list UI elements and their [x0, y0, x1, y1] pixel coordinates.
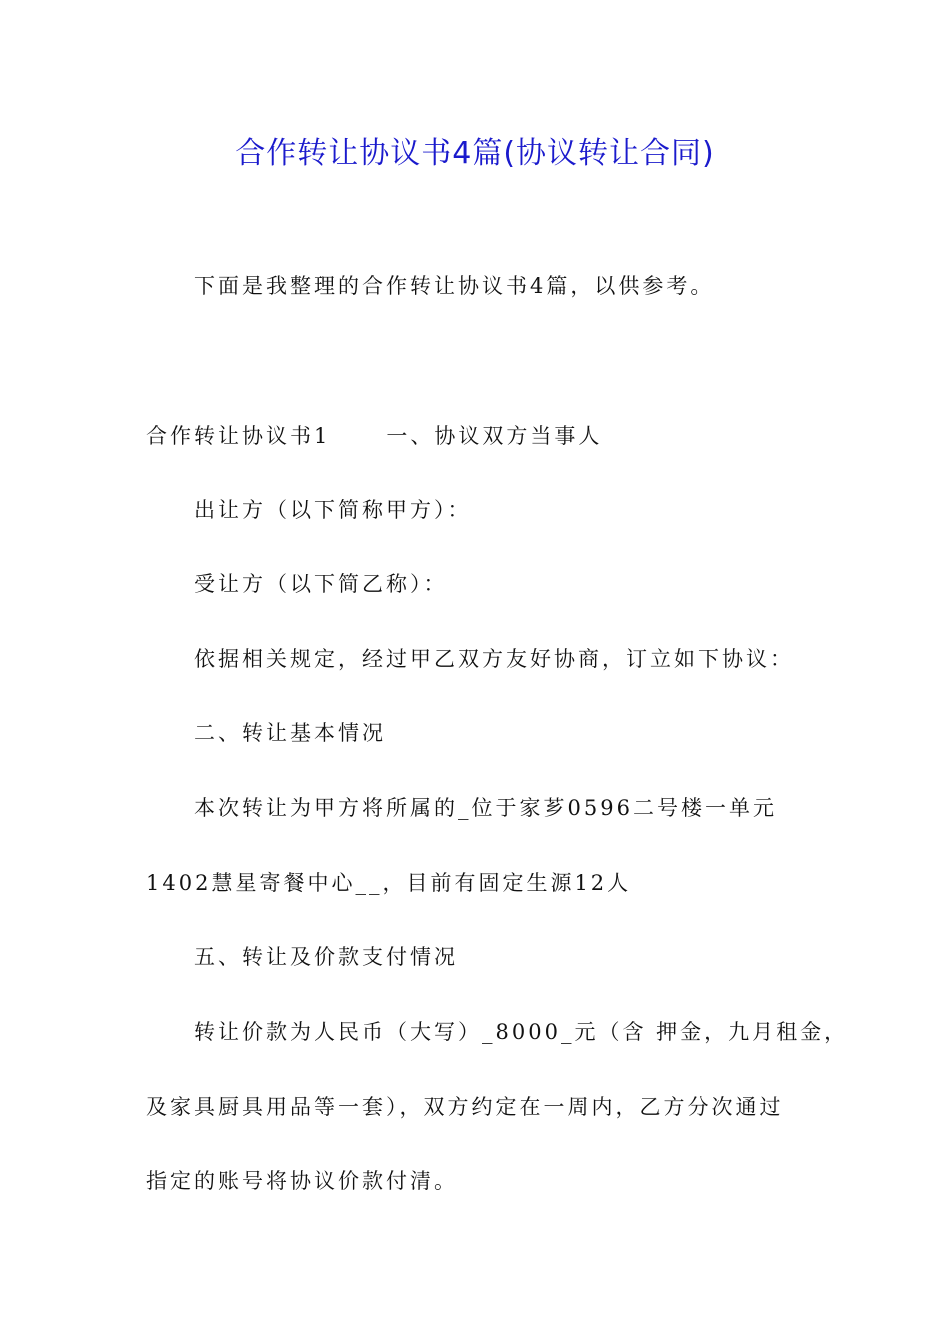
- item-1-heading: 一、协议双方当事人: [386, 424, 603, 448]
- item-5-paragraph-line-3: 指定的账号将协议价款付清。: [146, 1169, 458, 1193]
- document-title: 合作转让协议书4篇(协议转让合同): [235, 136, 715, 171]
- item-2-paragraph-line-2: 1402慧星寄餐中心__，目前有固定生源12人: [146, 871, 632, 895]
- item-2-paragraph-line-1: 本次转让为甲方将所属的_位于家芗0596二号楼一单元: [194, 796, 777, 820]
- item-5-heading: 五、转让及价款支付情况: [194, 945, 458, 969]
- transferor-line: 出让方（以下简称甲方）：: [194, 498, 472, 522]
- basis-paragraph: 依据相关规定，经过甲乙双方友好协商，订立如下协议：: [194, 647, 794, 671]
- item-5-paragraph-line-2: 及家具厨具用品等一套），双方约定在一周内，乙方分次通过: [146, 1095, 784, 1119]
- intro-paragraph: 下面是我整理的合作转让协议书4篇，以供参考。: [194, 274, 715, 298]
- item-2-heading: 二、转让基本情况: [194, 721, 386, 745]
- section-1-heading-line: [146, 422, 602, 450]
- item-5-paragraph-line-1: 转让价款为人民币（大写）_8000_元（含 押金，九月租金，: [194, 1020, 849, 1044]
- transferee-line: 受让方（以下简乙称）：: [194, 572, 448, 596]
- section-1-heading: 合作转让协议书1: [146, 424, 331, 448]
